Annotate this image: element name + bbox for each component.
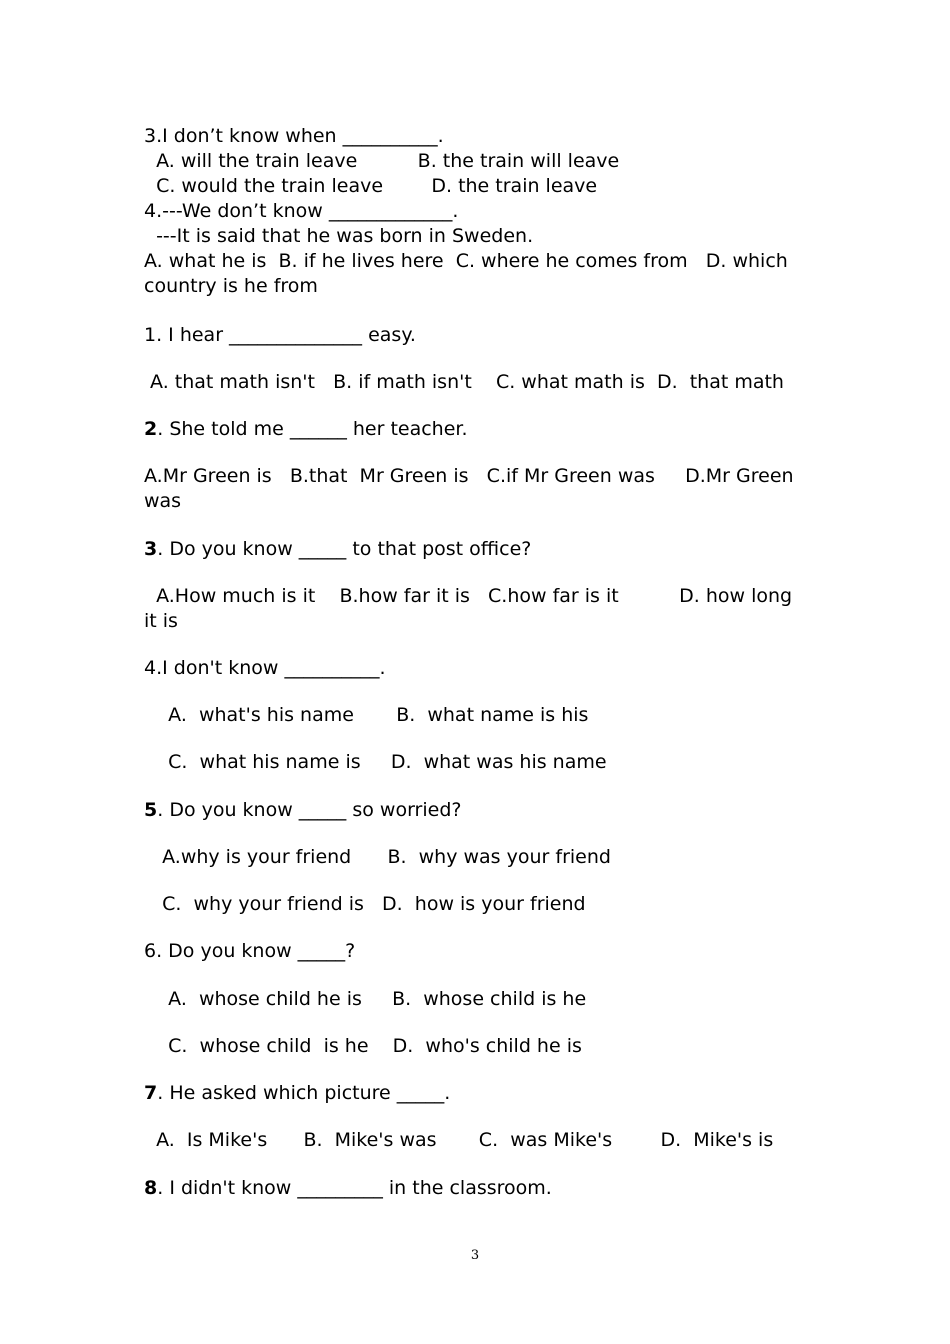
question-3-options-ab: A. will the train leave B. the train will leave — [144, 150, 620, 172]
question-3b — [144, 537, 804, 562]
question-7-options: A. Is Mike's B. Mike's was C. was Mike's D. Mike's is — [144, 1129, 774, 1151]
question-4b-options-ab: A. what's his name B. what name is his — [144, 704, 589, 726]
question-1-options: A. that math isn't B. if math isn't C. what math is D. that math — [144, 371, 784, 393]
question-number: 8 — [144, 1177, 158, 1199]
question-8 — [144, 1176, 804, 1201]
question-4b — [144, 656, 804, 681]
question-6-options-ab: A. whose child he is B. whose child is he — [144, 988, 587, 1010]
question-4b-options-cd: C. what his name is D. what was his name — [144, 751, 607, 773]
question-number: 5 — [144, 799, 158, 821]
question-5-options-cd: C. why your friend is D. how is your friend — [144, 893, 586, 915]
question-2-options: A.Mr Green is B.that Mr Green is C.if Mr Green was D.Mr Green was — [144, 465, 800, 512]
question-number: 1 — [144, 324, 157, 346]
question-number: 7 — [144, 1082, 158, 1104]
question-stem: . She told me ______ her teacher. — [157, 418, 468, 440]
question-2 — [144, 417, 804, 442]
question-3-options-cd: C. would the train leave D. the train leave — [144, 175, 598, 197]
question-number: 3 — [144, 538, 158, 560]
question-stem: . Do you know _____ to that post office? — [157, 538, 532, 560]
question-number: 6 — [144, 940, 157, 962]
question-stem: . He asked which picture _____. — [157, 1082, 451, 1104]
question-4-stem: 4.---We don’t know _____________. — [144, 200, 459, 222]
question-7 — [144, 1081, 804, 1106]
question-6-options-cd: C. whose child is he D. who's child he is — [144, 1035, 582, 1057]
page-number: 3 — [470, 1248, 480, 1263]
question-5-options-ab: A.why is your friend B. why was your friend — [144, 846, 611, 868]
question-1 — [144, 323, 804, 348]
question-stem: . I hear ______________ easy. — [156, 324, 416, 346]
question-number: 2 — [144, 418, 158, 440]
question-4-options: A. what he is B. if he lives here C. where he comes from D. which country is he from — [144, 250, 794, 297]
question-3b-options: A.How much is it B.how far it is C.how far is it D. how long it is — [144, 585, 799, 632]
question-stem: .I don't know __________. — [156, 657, 386, 679]
question-3-stem: 3.I don’t know when __________. — [144, 125, 444, 147]
question-stem: . Do you know _____ so worried? — [157, 799, 462, 821]
question-5 — [144, 798, 804, 823]
question-stem: . Do you know _____? — [156, 940, 356, 962]
question-stem: . I didn't know _________ in the classroom. — [157, 1177, 552, 1199]
question-number: 4 — [144, 657, 157, 679]
question-6 — [144, 939, 804, 964]
question-4-reply: ---It is said that he was born in Sweden. — [144, 225, 534, 247]
